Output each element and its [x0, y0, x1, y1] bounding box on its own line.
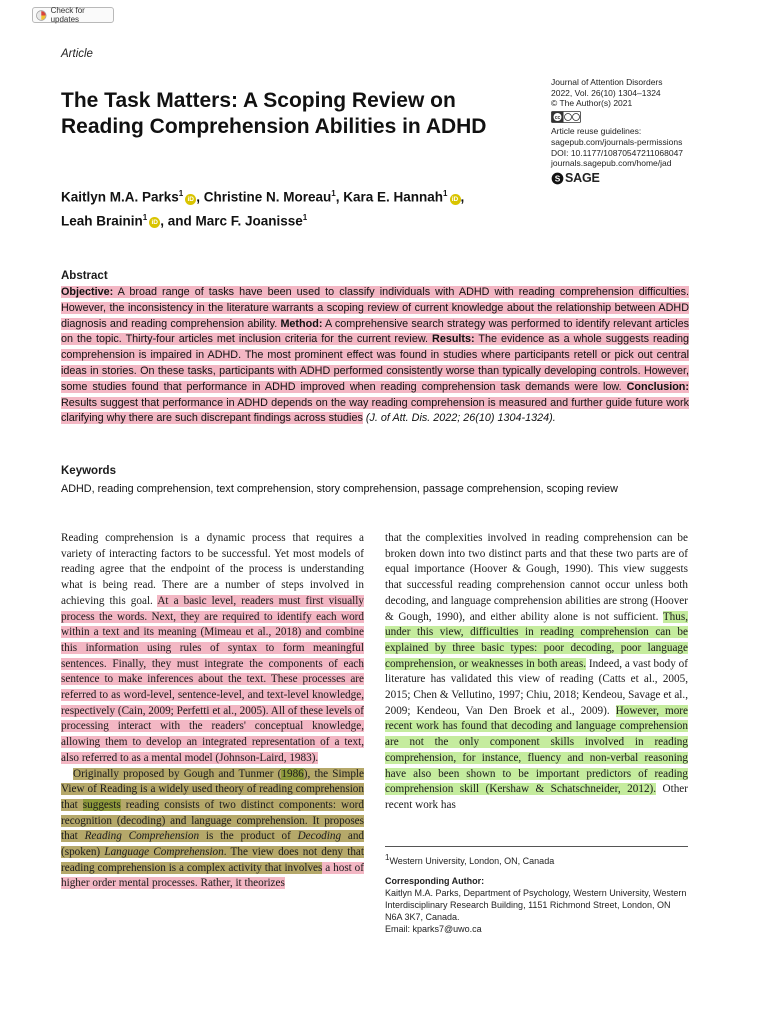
author-separator: , and: [160, 213, 196, 228]
affiliation-text: Western University, London, ON, Canada: [389, 856, 555, 866]
reuse-guidelines-label: Article reuse guidelines:: [551, 126, 642, 137]
highlighted-text: However, more recent work has found that decoding and language comprehension are not the only component skills involved in reading comprehension, for instance, fluency and non-verbal reasoning have also been shown to be important predictors of reading comprehension skill (Kershaw & Schatschneider, 2012).: [385, 704, 688, 796]
paper-title: The Task Matters: A Scoping Review on Reading Comprehension Abilities in ADHD: [61, 89, 487, 138]
highlighted-text: Thus, under this view, difficulties in reading comprehension can be explained by three basic types: poor decoding, poor language comprehension, or weaknesses in both areas.: [385, 610, 688, 670]
highlighted-text: At a basic level, readers must first visually process the words. Next, they are required to identify each word within a text and its meaning (Mimeau et al., 2018) and combine this information using rules of syntax to form meaningful sentences. Finally, they must integrate the components of each sentence to make inferences about the text. These processes are referred to as word-level, sentence-level, and text-level knowledge, respectively (Cain, 2009; Perfetti et al., 2005). All of these levels of processing interact with the readers' conceptual knowledge, allowing them to develop an integrated representation of a text, also referred to as a mental model (Johnson-Laird, 1983).: [61, 594, 364, 764]
body-column-left: [61, 531, 364, 892]
keywords-list: ADHD, reading comprehension, text comprehension, story comprehension, passage comprehension, scoping review: [61, 483, 618, 495]
corresponding-author-details: Kaitlyn M.A. Parks, Department of Psychology, Western University, Western Interdisciplinary Research Building, 1151 Richmond Street, London, ON N6A 3K7, Canada.: [385, 888, 687, 922]
body-text: that the complexities involved in reading comprehension can be broken down into two distinct parts and that these two parts are of equal importance (Hoover & Gough, 1990). This view suggests that successful reading comprehension cannot occur unless both decoding, and language comprehension abilities are strong (Hoover & Gough, 1990), and either ability alone is not sufficient.: [385, 532, 688, 623]
highlighted-word: suggests: [82, 798, 121, 811]
orcid-icon[interactable]: iD: [185, 194, 196, 205]
abstract-heading: Abstract: [61, 270, 108, 282]
abstract-body: [61, 285, 689, 427]
svg-text:S: S: [554, 173, 561, 184]
abstract-citation: (J. of Att. Dis. 2022; 26(10) 1304-1324).: [362, 412, 556, 425]
objective-label: Objective:: [61, 286, 114, 298]
crossmark-icon: [36, 10, 47, 21]
publisher-logo: [551, 172, 751, 185]
footnote-divider: [385, 846, 688, 847]
orcid-icon[interactable]: iD: [450, 194, 461, 205]
body-column-right: [385, 531, 688, 814]
journal-home-link[interactable]: journals.sagepub.com/home/jad: [551, 158, 672, 169]
check-for-updates-label: Check for updates: [50, 6, 85, 24]
body-text: Originally proposed by Gough and Tunmer (: [73, 767, 282, 780]
highlighted-text: [61, 768, 364, 874]
author-name: Leah Brainin: [61, 213, 143, 228]
keywords-heading: Keywords: [61, 465, 116, 477]
body-text: and (spoken): [61, 830, 365, 859]
body-text: is the product of: [199, 830, 298, 843]
conclusion-label: Conclusion:: [626, 380, 689, 393]
highlighted-year: 1986: [281, 767, 304, 780]
author-name: Christine N. Moreau: [203, 189, 332, 205]
body-text: Indeed, a vast body of literature has validated this view of reading (Catts et al., 2005, 2015; Chen & Vellutino, 1997; Chiu, 2018; Kendeou, Savage et al., 2009; Kendeou, Van Den Broek et al., 2009).: [385, 657, 688, 717]
corresponding-author: [385, 875, 688, 935]
check-for-updates-button[interactable]: [32, 7, 114, 23]
sage-logo-icon: [551, 172, 564, 185]
publisher-name: SAGE: [565, 171, 600, 186]
author-name: Kaitlyn M.A. Parks: [61, 189, 179, 205]
affiliation-sup: 1: [331, 189, 336, 198]
body-text: reading consists of two distinct components: word recognition (decoding) and language comprehension. It proposes that: [61, 798, 364, 843]
italic-term: Decoding: [297, 830, 342, 843]
copyright: © The Author(s) 2021: [551, 98, 633, 109]
conclusion-text: Results suggest that performance in ADHD depends on the way reading comprehension is measured and further guide future work clarifying why there are such discrepant findings across studies: [61, 396, 689, 425]
creative-commons-icon: [551, 111, 581, 123]
doi-link[interactable]: DOI: 10.1177/10870547211068047: [551, 147, 684, 158]
affiliation-sup: 1: [443, 189, 448, 198]
author-list: Kaitlyn M.A. Parks$^1$iD , Christine N. Moreau$^1$, Kara E. Hannah$^1$iD , Leah Brainin$^1$iD , and Marc F. Joanisse$^1$: [61, 189, 465, 228]
journal-volume: 2022, Vol. 26(10) 1304–1324: [551, 87, 661, 98]
body-text: Reading comprehension is a dynamic process that requires a variety of interacting factors to be successful. Yet most models of reading agree that the endpoint of the process is understanding what is being read. There are a number of steps involved in achieving this goal.: [61, 532, 364, 607]
method-label: Method:: [280, 317, 323, 330]
results-label: Results:: [432, 333, 475, 346]
orcid-icon[interactable]: iD: [149, 217, 160, 228]
affiliation-sup: 1: [302, 212, 308, 222]
author-name: Kara E. Hannah: [343, 189, 444, 205]
journal-name: Journal of Attention Disorders: [551, 77, 663, 87]
paragraph: [61, 531, 364, 767]
reuse-guidelines-link[interactable]: sagepub.com/journals-permissions: [551, 136, 683, 147]
affiliation-sup: 1: [178, 189, 184, 198]
italic-term: Reading Comprehension: [84, 830, 200, 843]
method-text: A comprehensive search strategy was performed to identify relevant articles on the topic. Thirty-four articles met inclusion criteria for the current review.: [61, 317, 689, 346]
svg-text:cc: cc: [554, 115, 561, 122]
italic-term: Language Comprehension: [104, 846, 224, 859]
article-type-label: Article: [61, 48, 93, 60]
author-name: Marc F. Joanisse: [195, 213, 303, 228]
highlighted-text: a host of higher order mental processes. Rather, it theorizes: [61, 861, 364, 890]
abstract-highlight: [61, 286, 689, 424]
affiliation-sup: 1: [142, 212, 148, 222]
corresponding-author-heading: Corresponding Author:: [385, 876, 485, 886]
objective-text: A broad range of tasks have been used to classify individuals with ADHD with reading comprehension difficulties. However, the inconsistency in the literature warrants a scoping review of current knowledge about the relationship between ADHD diagnosis and reading comprehension ability.: [61, 286, 689, 330]
body-text: ), the Simple View of Reading is a widely used theory of reading comprehension that: [61, 767, 365, 811]
affiliation-sup: 1: [385, 853, 390, 862]
email-link[interactable]: Email: kparks7@uwo.ca: [385, 924, 482, 934]
journal-info: [551, 77, 751, 185]
affiliation-footnote: [385, 853, 554, 866]
body-text: Other recent work has: [385, 783, 688, 811]
paragraph: [61, 767, 364, 893]
results-text: The evidence as a whole suggests reading comprehension is impaired in ADHD. The most prominent effect was found in studies where participants retell or pick out central ideas in stories. On these tasks, participants with ADHD performed consistently worse than typically developing controls. However, some studies found that performance in ADHD improved when reading comprehension task demands were low.: [61, 333, 689, 393]
body-text: . The view does not deny that reading comprehension is a complex activity that involves: [61, 846, 365, 874]
